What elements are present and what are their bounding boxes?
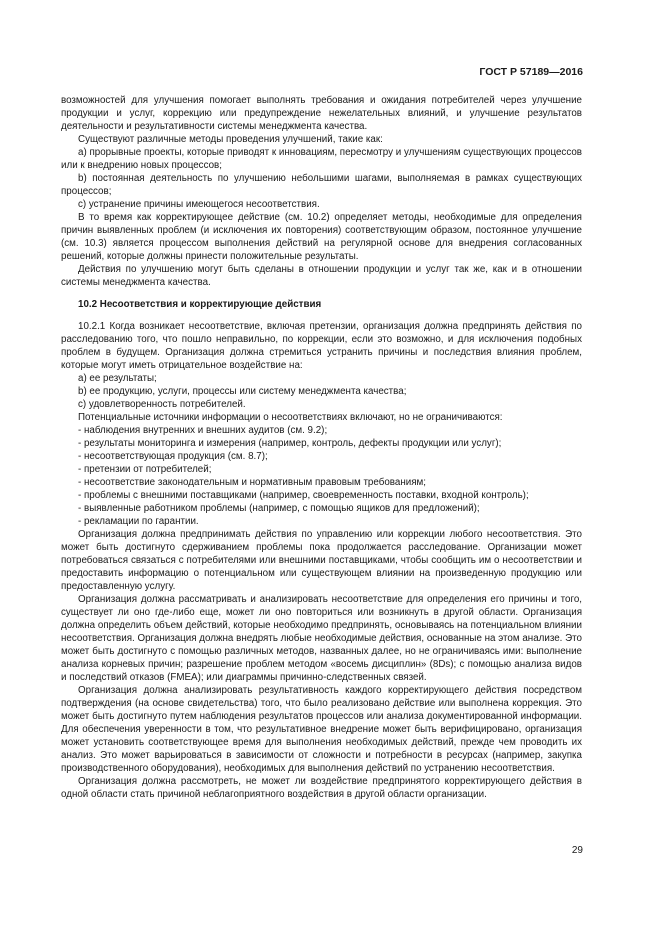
list-item: b) ее продукцию, услуги, процессы или систему менеджмента качества; bbox=[78, 386, 407, 397]
paragraph: В то время как корректирующее действие (см. 10.2) определяет методы, необходимые для определения причин выявленных проблем (и исключения их повторения) соответствующим образом, постоянное улучшение (см. 10.3) является процессом выполнения действий на регулярной основе для внедрения согласованных решений, которые должны принести положительные результаты. bbox=[61, 212, 582, 262]
paragraph: Организация должна рассмотреть, не может ли воздействие предпринятого корректирующего действия в одной области стать причиной неблагоприятного воздействия в другой области организации. bbox=[61, 776, 582, 800]
section-heading: 10.2 Несоответствия и корректирующие действия bbox=[78, 299, 322, 310]
page-body bbox=[61, 94, 582, 801]
list-item: - выявленные работником проблемы (например, с помощью ящиков для предложений); bbox=[78, 503, 480, 514]
list-item: c) удовлетворенность потребителей. bbox=[78, 399, 246, 410]
list-item: - проблемы с внешними поставщиками (например, своевременность поставки, входной контроль); bbox=[78, 490, 529, 501]
paragraph: Организация должна рассматривать и анализировать несоответствие для определения его причины и того, существует ли оно где-либо еще, может ли оно повториться или возникнуть в другой области. Организация должна определить объем действий, которые необходимо предпринять, основываясь на потенциальном влиянии несоответствия. Организация должна внедрять любые необходимые действия, основанные на этом анализе. Это может быть достигнуто с помощью различных методов, названных далее, но не ограничиваясь ими: выполнение анализа корневых причин; разрешение проблем методом «восемь дисциплин» (8Ds); с помощью анализа видов и последствий отказов (FMEA); или диаграммы причинно-следственных связей. bbox=[61, 594, 582, 683]
list-item: b) постоянная деятельность по улучшению небольшими шагами, выполняемая в рамках существующих процессов; bbox=[61, 173, 582, 197]
paragraph: Потенциальные источники информации о несоответствиях включают, но не ограничиваются: bbox=[78, 412, 503, 423]
page-number: 29 bbox=[571, 845, 583, 856]
list-item: - рекламации по гарантии. bbox=[78, 516, 199, 527]
paragraph: Организация должна анализировать результативность каждого корректирующего действия посредством подтверждения (на основе свидетельства) того, что было реализовано действие или выполнена коррекция. Это может быть достигнуто путем наблюдения результатов процессов или анализа документированной информации. Для обеспечения уверенности в том, что результативное внедрение может быть верифицировано, организация может установить соответствующее время для выполнения необходимых действий, прежде чем проводить их анализ. Это может варьироваться в зависимости от сложности и потребности в ресурсах (например, закупка производственного оборудования), необходимых для выполнения действий по устранению несоответствия. bbox=[61, 685, 582, 774]
list-item: - результаты мониторинга и измерения (например, контроль, дефекты продукции или услуг); bbox=[78, 438, 502, 449]
paragraph: 10.2.1 Когда возникает несоответствие, включая претензии, организация должна предпринять действия по расследованию того, что пошло неправильно, по коррекции, если это возможно, и для исключения подобных проблем в будущем. Организация должна стремиться устранить причины и последствия влияния проблем, которые могут иметь отрицательное воздействие на: bbox=[61, 321, 582, 371]
list-item: - претензии от потребителей; bbox=[78, 464, 212, 475]
paragraph: Организация должна предпринимать действия по управлению или коррекции любого несоответствия. Это может быть достигнуто сдерживанием проблемы пока продолжается расследование. Организации может потребоваться связаться с потребителями или внешними поставщиками, чтобы сообщить им о несоответствии и предоставить информацию о потенциальном или существующем влиянии на произведенную продукцию или предоставленную услугу. bbox=[61, 529, 582, 592]
list-item: c) устранение причины имеющегося несоответствия. bbox=[78, 199, 320, 210]
list-item: - несоответствие законодательным и нормативным правовым требованиям; bbox=[78, 477, 426, 488]
list-item: - несоответствующая продукция (см. 8.7); bbox=[78, 451, 268, 462]
paragraph: возможностей для улучшения помогает выполнять требования и ожидания потребителей через улучшение продукции и услуг, коррекцию или предупреждение нежелательных влияний, и улучшение результатов деятельности и результативности системы менеджмента качества. bbox=[61, 95, 582, 132]
paragraph: Действия по улучшению могут быть сделаны в отношении продукции и услуг так же, как и в отношении системы менеджмента качества. bbox=[61, 264, 582, 288]
list-item: a) ее результаты; bbox=[78, 373, 157, 384]
document-header: ГОСТ Р 57189—2016 bbox=[479, 66, 583, 78]
list-item: a) прорывные проекты, которые приводят к инновациям, пересмотру и улучшениям существующих процессов или к внедрению новых процессов; bbox=[61, 147, 582, 171]
paragraph: Существуют различные методы проведения улучшений, такие как: bbox=[78, 134, 383, 145]
list-item: - наблюдения внутренних и внешних аудитов (см. 9.2); bbox=[78, 425, 328, 436]
